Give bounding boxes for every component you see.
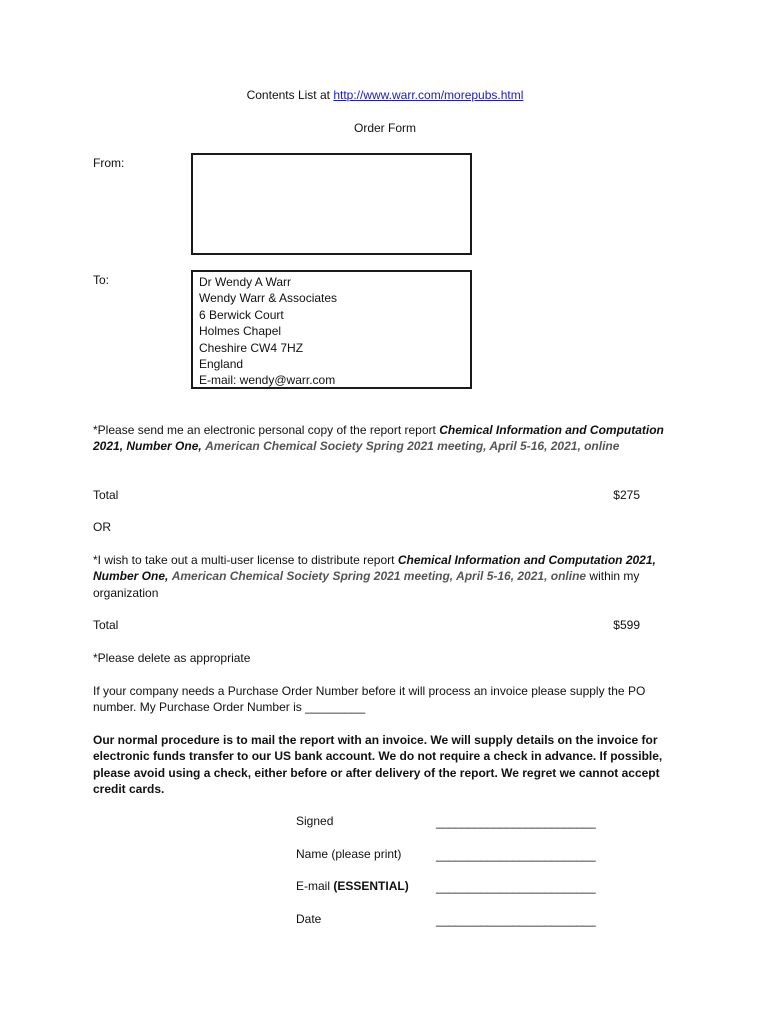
from-address-field[interactable] — [191, 153, 472, 255]
total-label-personal: Total — [93, 488, 119, 502]
date-field[interactable]: _________________________ — [436, 913, 596, 927]
procedure-paragraph: Our normal procedure is to mail the report with an invoice. We will supply details on the invoice for electronic funds transfer to our US bank account. We do not require a check in advance. If possible, please avoid using a check, either before or after delivery of the report. We regret we cannot accept credit cards. — [93, 733, 663, 797]
or-separator: OR — [93, 520, 111, 534]
to-label: To: — [93, 273, 110, 287]
contents-list-link[interactable]: http://www.warr.com/morepubs.html — [333, 88, 524, 102]
email-essential-text: (ESSENTIAL) — [333, 879, 409, 893]
email-field[interactable]: _________________________ — [436, 880, 596, 894]
contents-list-prefix: Contents List at — [246, 88, 330, 102]
signed-field[interactable]: _________________________ — [436, 815, 596, 829]
option-multi-meeting: American Chemical Society Spring 2021 meeting, April 5-16, 2021, online — [171, 569, 587, 584]
name-field[interactable]: _________________________ — [436, 848, 596, 862]
option-personal-report-title: Chemical Information and Computation 2021, Number One, — [93, 423, 664, 454]
option-personal-copy — [93, 422, 675, 455]
email-label — [296, 879, 409, 893]
total-value-multi: $599 — [613, 618, 640, 632]
from-label: From: — [93, 156, 125, 170]
address-line-county: Cheshire CW4 7HZ — [199, 340, 304, 355]
delete-note: *Please delete as appropriate — [93, 651, 251, 665]
name-label: Name (please print) — [296, 847, 402, 861]
email-label-text: E-mail — [296, 879, 331, 893]
option-multi-suffix: within my organization — [93, 569, 640, 600]
contents-list-line — [0, 88, 770, 102]
total-value-personal: $275 — [613, 488, 640, 502]
po-number-paragraph: If your company needs a Purchase Order Number before it will process an invoice please supply the PO number. My Purchase Order Number is _________ — [93, 684, 646, 715]
address-line-country: England — [199, 357, 244, 372]
address-line-email: E-mail: wendy@warr.com — [199, 373, 336, 388]
address-line-town: Holmes Chapel — [199, 324, 282, 339]
address-line-street: 6 Berwick Court — [199, 307, 284, 322]
option-multi-user-license — [93, 552, 675, 601]
option-personal-intro: *Please send me an electronic personal copy of the report report — [93, 423, 436, 437]
address-line-name: Dr Wendy A Warr — [199, 275, 292, 289]
option-multi-intro: *I wish to take out a multi-user license to distribute report — [93, 553, 395, 567]
page-title: Order Form — [353, 121, 416, 135]
signed-label: Signed — [296, 814, 334, 828]
address-line-company: Wendy Warr & Associates — [199, 291, 338, 306]
option-multi-report-title: Chemical Information and Computation 2021, Number One, — [93, 553, 656, 584]
total-label-multi: Total — [93, 618, 119, 632]
date-label: Date — [296, 912, 322, 926]
to-address-box — [191, 270, 472, 389]
option-personal-meeting: American Chemical Society Spring 2021 meeting, April 5-16, 2021, online — [205, 439, 620, 454]
